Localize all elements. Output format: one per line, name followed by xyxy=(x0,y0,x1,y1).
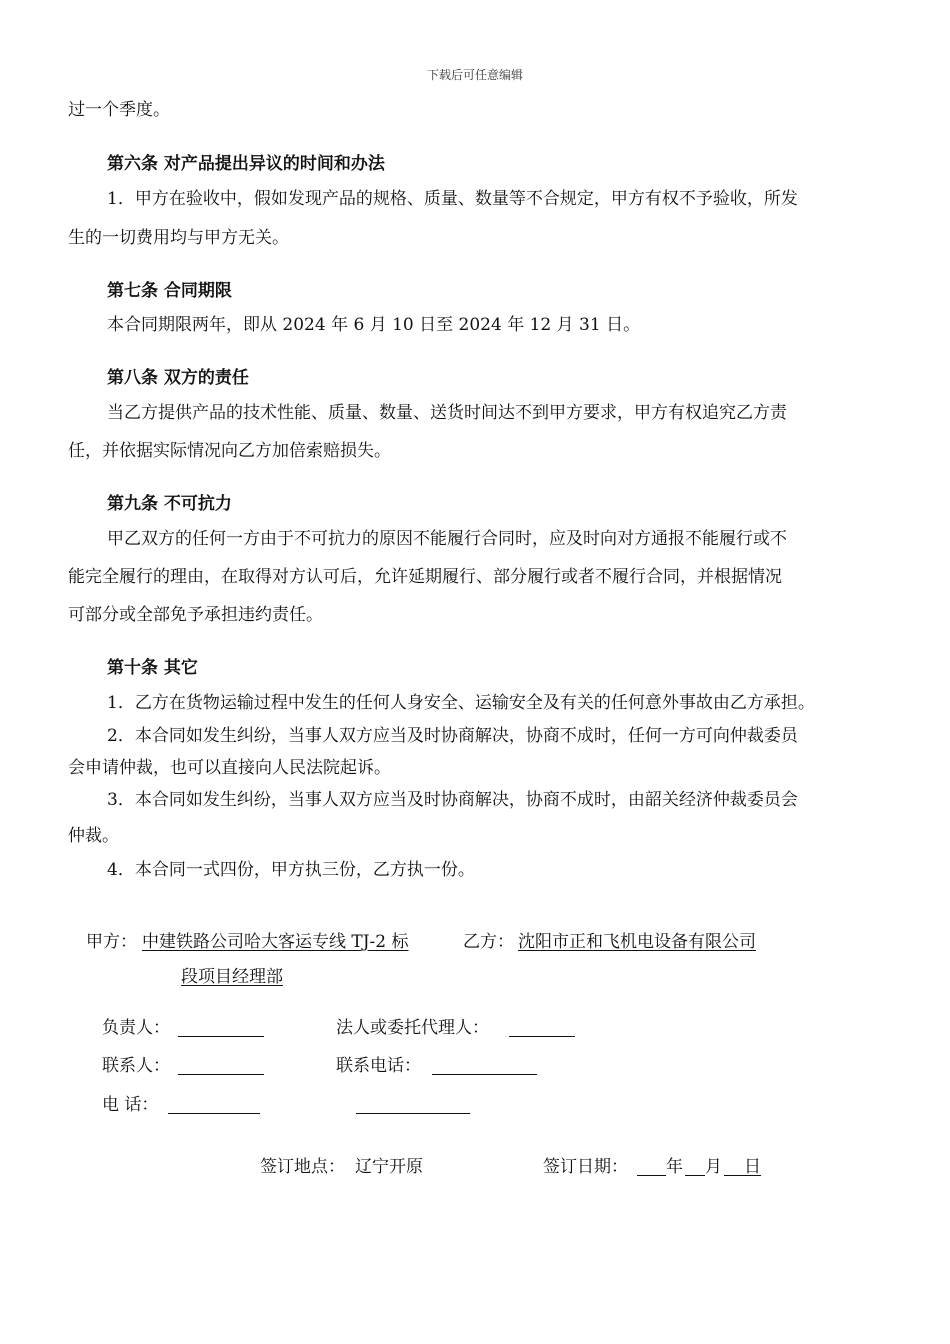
year-blank xyxy=(637,1157,666,1176)
day-blank xyxy=(724,1157,744,1176)
month-blank xyxy=(685,1157,705,1176)
party-b-phone-blank xyxy=(356,1095,470,1114)
paragraph-line: 2．本合同如发生纠纷，当事人双方应当及时协商解决，协商不成时，任何一方可向仲裁委员 xyxy=(107,726,798,746)
paragraph-line: 1．乙方在货物运输过程中发生的任何人身安全、运输安全及有关的任何意外事故由乙方承担。 xyxy=(107,693,815,713)
section-10-title: 第十条 其它 xyxy=(107,658,198,678)
paragraph-line: 可部分或全部免予承担违约责任。 xyxy=(68,605,323,625)
legal-rep-blank xyxy=(509,1018,575,1037)
phone-blank xyxy=(168,1095,260,1114)
year-label: 年 xyxy=(666,1157,683,1177)
paragraph-line: 甲乙双方的任何一方由于不可抗力的原因不能履行合同时，应及时向对方通报不能履行或不 xyxy=(107,529,787,549)
paragraph-line: 任，并依据实际情况向乙方加倍索赔损失。 xyxy=(68,441,391,461)
section-9-title: 第九条 不可抗力 xyxy=(107,494,232,514)
phone-label: 电 话： xyxy=(102,1095,159,1115)
day-label: 日 xyxy=(744,1157,761,1177)
paragraph-line: 4．本合同一式四份，甲方执三份，乙方执一份。 xyxy=(107,860,475,880)
paragraph-line: 本合同期限两年，即从 2024 年 6 月 10 日至 2024 年 12 月 31 日。 xyxy=(107,315,641,335)
place-value: 辽宁开原 xyxy=(355,1157,423,1177)
paragraph-line: 当乙方提供产品的技术性能、质量、数量、送货时间达不到甲方要求，甲方有权追究乙方责 xyxy=(107,403,787,423)
party-a-name-cont: 段项目经理部 xyxy=(181,967,283,987)
section-8-title: 第八条 双方的责任 xyxy=(107,368,249,388)
paragraph-line: 过一个季度。 xyxy=(68,100,170,120)
legal-rep-label: 法人或委托代理人： xyxy=(336,1018,489,1038)
responsible-blank xyxy=(178,1018,264,1037)
paragraph-line: 1．甲方在验收中，假如发现产品的规格、质量、数量等不合规定，甲方有权不予验收，所发 xyxy=(107,189,798,209)
date-label: 签订日期： xyxy=(543,1157,628,1177)
contact-phone-blank xyxy=(432,1056,537,1075)
paragraph-line: 会申请仲裁，也可以直接向人民法院起诉。 xyxy=(68,758,391,778)
month-label: 月 xyxy=(705,1157,722,1177)
party-a-label: 甲方： xyxy=(86,932,137,952)
place-label: 签订地点： xyxy=(260,1157,345,1177)
paragraph-line: 生的一切费用均与甲方无关。 xyxy=(68,228,289,248)
paragraph-line: 3．本合同如发生纠纷，当事人双方应当及时协商解决，协商不成时，由韶关经济仲裁委员会 xyxy=(107,790,798,810)
party-a-name: 中建铁路公司哈大客运专线 TJ-2 标 xyxy=(142,932,409,952)
section-7-title: 第七条 合同期限 xyxy=(107,281,232,301)
contact-blank xyxy=(178,1056,264,1075)
contact-label: 联系人： xyxy=(102,1056,170,1076)
page-header: 下载后可任意编辑 xyxy=(426,68,523,82)
contact-phone-label: 联系电话： xyxy=(336,1056,421,1076)
party-b-label: 乙方： xyxy=(463,932,514,952)
paragraph-line: 仲裁。 xyxy=(68,826,119,846)
section-6-title: 第六条 对产品提出异议的时间和办法 xyxy=(107,154,385,174)
responsible-label: 负责人： xyxy=(102,1018,170,1038)
paragraph-line: 能完全履行的理由，在取得对方认可后，允许延期履行、部分履行或者不履行合同，并根据情况 xyxy=(68,567,782,587)
party-b-name: 沈阳市正和飞机电设备有限公司 xyxy=(518,932,756,952)
